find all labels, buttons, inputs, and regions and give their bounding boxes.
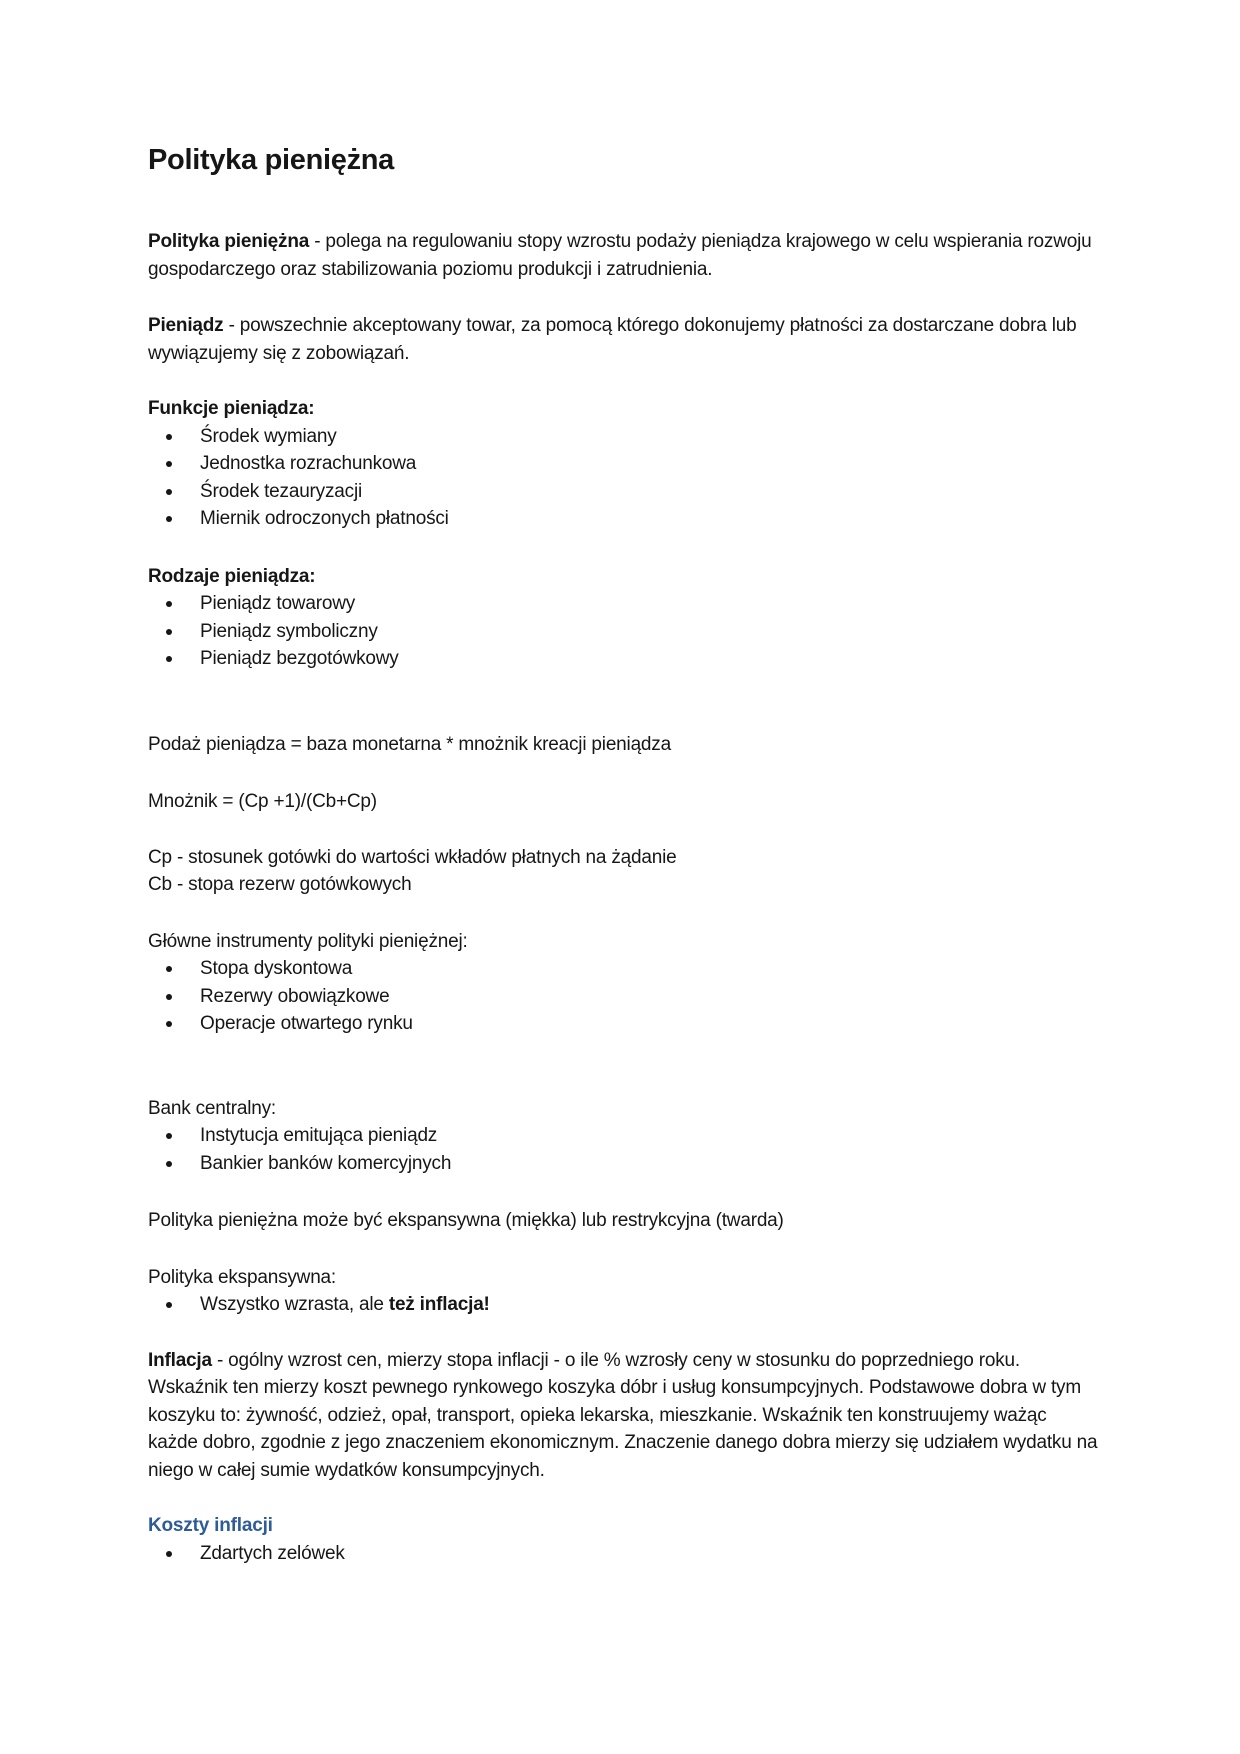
section-label-ekspansywna: Polityka ekspansywna:: [148, 1266, 337, 1288]
definition-term-pieniadz: Pieniądz: [148, 315, 224, 336]
formula-podaz-pieniadza: Podaż pieniądza = baza monetarna * mnożnik kreacji pieniądza: [148, 733, 671, 755]
bullet-icon: [166, 629, 172, 635]
bullet-text: Operacje otwartego rynku: [200, 1013, 413, 1034]
bullet-text-bold: też inflacja!: [388, 1294, 490, 1315]
definition-text-polityka: - polega na regulowaniu stopy wzrostu podaży pieniądza krajowego w celu wspierania rozwoju gospodarczego oraz stabilizowania poziomu produkcji i zatrudnienia.: [148, 231, 1092, 280]
bullet-item: [148, 955, 1100, 983]
paragraph-definition-pieniadz: [148, 312, 1100, 367]
bullet-text: Rezerwy obowiązkowe: [200, 985, 390, 1007]
bullet-icon: [166, 1161, 172, 1167]
bullet-item: [148, 505, 1100, 533]
section-label-instrumenty: Główne instrumenty polityki pieniężnej:: [148, 930, 468, 952]
bullet-list-funkcje: [148, 423, 1100, 533]
bullet-item: [148, 645, 1100, 673]
bullet-text: Środek tezauryzacji: [200, 480, 362, 502]
section-label-bank: Bank centralny:: [148, 1097, 276, 1119]
bullet-list-instrumenty: [148, 955, 1100, 1038]
bullet-item: [148, 423, 1100, 451]
bullet-icon: [166, 1021, 172, 1027]
section-rodzaje-pieniadza: [148, 563, 1100, 673]
bullet-item: [148, 983, 1100, 1011]
definition-term-polityka: Polityka pieniężna: [148, 231, 310, 252]
bullet-icon: [166, 994, 172, 1000]
bullet-list-ekspansywna: [148, 1291, 1100, 1319]
bullet-item: [148, 590, 1100, 618]
definition-term-inflacja: Inflacja: [148, 1349, 212, 1371]
heading-koszty-inflacji: Koszty inflacji: [148, 1515, 273, 1536]
section-instrumenty: [148, 928, 1100, 1038]
bullet-text: Środek wymiany: [200, 425, 337, 447]
bullet-icon: [166, 1551, 172, 1557]
bullet-item: [148, 618, 1100, 646]
bullet-text: Pieniądz towarowy: [200, 593, 356, 614]
bullet-item: [148, 1291, 1100, 1319]
bullet-text: Wszystko wzrasta, ale: [200, 1294, 389, 1315]
bullet-icon: [166, 656, 172, 662]
bullet-icon: [166, 461, 172, 467]
bullet-text: Bankier banków komercyjnych: [200, 1152, 452, 1174]
bullet-item: [148, 1122, 1100, 1150]
bullet-item: [148, 1010, 1100, 1038]
bullet-icon: [166, 966, 172, 972]
bullet-list-bank: [148, 1122, 1100, 1177]
bullet-text: Instytucja emitująca pieniądz: [200, 1125, 438, 1146]
bullet-icon: [166, 489, 172, 495]
section-label-funkcje: Funkcje pieniądza:: [148, 398, 315, 419]
bullet-list-koszty: [148, 1540, 1100, 1568]
paragraph-definition-polityka: [148, 228, 1100, 283]
document-content: [148, 142, 1100, 1567]
bullet-item: [148, 478, 1100, 506]
bullet-icon: [166, 1302, 172, 1308]
bullet-text: Miernik odroczonych płatności: [200, 508, 449, 529]
definition-cb: Cb - stopa rezerw gotówkowych: [148, 874, 412, 895]
section-funkcje-pieniadza: [148, 395, 1100, 533]
bullet-text: Stopa dyskontowa: [200, 958, 353, 979]
definition-text-pieniadz: - powszechnie akceptowany towar, za pomocą którego dokonujemy płatności za dostarczane dobra lub wywiązujemy się z zobowiązań.: [148, 315, 1077, 364]
bullet-item: [148, 450, 1100, 478]
bullet-icon: [166, 516, 172, 522]
bullet-list-rodzaje: [148, 590, 1100, 673]
definition-cp: Cp - stosunek gotówki do wartości wkładów płatnych na żądanie: [148, 846, 677, 868]
bullet-icon: [166, 1133, 172, 1139]
bullet-text: Jednostka rozrachunkowa: [200, 453, 417, 474]
bullet-icon: [166, 434, 172, 440]
paragraph-polityka-rodzaje: Polityka pieniężna może być ekspansywna (miękka) lub restrykcyjna (twarda): [148, 1210, 784, 1231]
paragraph-inflacja: [148, 1347, 1100, 1485]
section-polityka-ekspansywna: [148, 1264, 1100, 1319]
section-label-rodzaje: Rodzaje pieniądza:: [148, 565, 316, 587]
formula-mnoznik: Mnożnik = (Cp +1)/(Cb+Cp): [148, 791, 377, 812]
section-koszty-inflacji: [148, 1512, 1100, 1567]
bullet-text: Pieniądz symboliczny: [200, 620, 378, 642]
bullet-text: Pieniądz bezgotówkowy: [200, 648, 399, 669]
symbol-definitions: [148, 844, 1100, 899]
bullet-icon: [166, 601, 172, 607]
bullet-text: Zdartych zelówek: [200, 1542, 345, 1564]
definition-text-inflacja: - ogólny wzrost cen, mierzy stopa inflacji - o ile % wzrosły ceny w stosunku do poprzedniego roku. Wskaźnik ten mierzy koszt pewnego rynkowego koszyka dóbr i usług konsumpcyjnych. Podstawowe dobra w tym koszyku to: żywność, odzież, opał, transport, opieka lekarska, mieszkanie. Wskaźnik ten konstruujemy ważąc każde dobro, zgodnie z jego znaczeniem ekonomicznym. Znaczenie danego dobra mierzy się udziałem wydatku na niego w całej sumie wydatków konsumpcyjnych.: [148, 1349, 1098, 1481]
section-bank-centralny: [148, 1095, 1100, 1178]
bullet-item: [148, 1150, 1100, 1178]
document-title: Polityka pieniężna: [148, 144, 395, 176]
bullet-item: [148, 1540, 1100, 1568]
